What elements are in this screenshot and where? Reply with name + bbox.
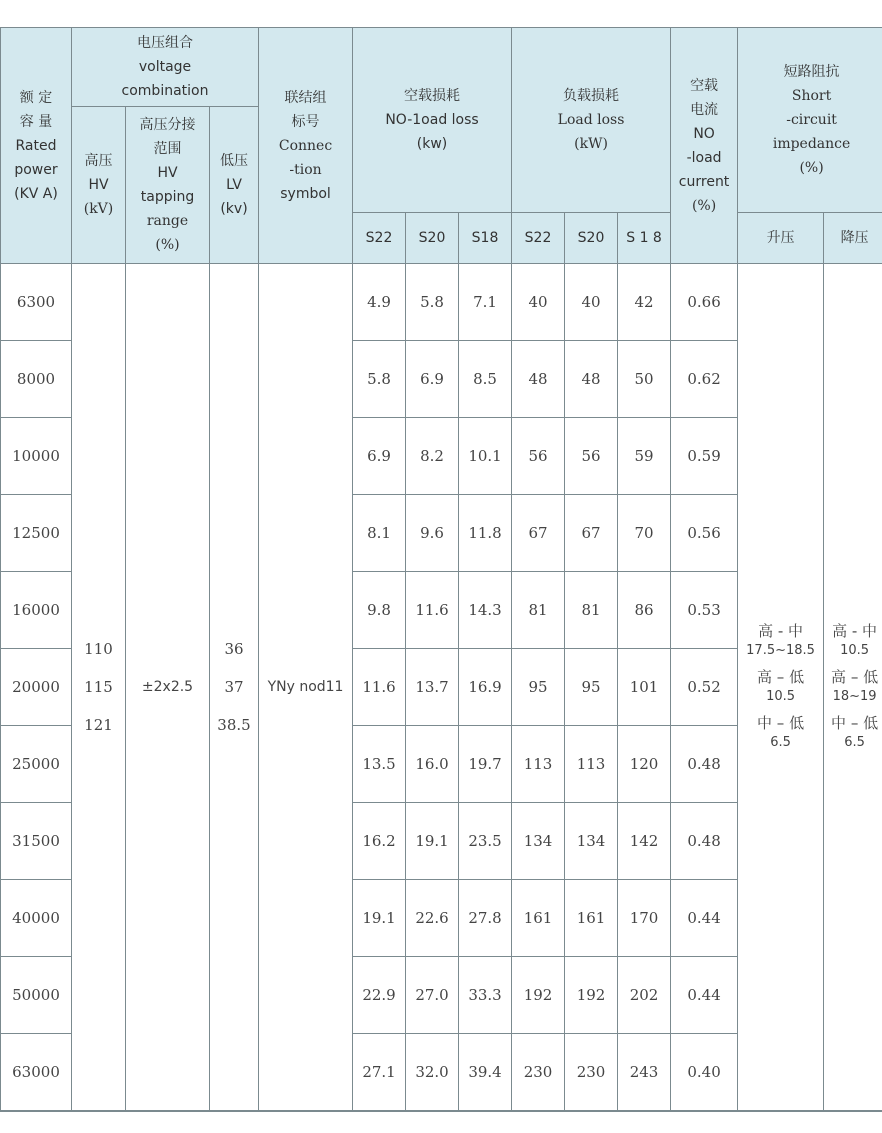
load-loss-cell: 120 xyxy=(618,726,671,803)
capacity-cell: 12500 xyxy=(1,495,72,572)
spec-table xyxy=(0,27,882,1111)
merged-value: 38.5 xyxy=(217,716,251,734)
merged-value: 36 xyxy=(224,640,244,658)
no-load-current-cell: 0.62 xyxy=(671,341,738,418)
impedance-value: 6.5 xyxy=(770,735,791,750)
no-load-current-cell: 0.48 xyxy=(671,726,738,803)
load-loss-cell: 192 xyxy=(565,957,618,1034)
header-connection-symbol: 联结组 标号 Connec -tion symbol xyxy=(259,28,353,264)
table-body xyxy=(1,264,882,1111)
impedance-value: 10.5 xyxy=(840,643,870,658)
no-load-loss-cell: 27.0 xyxy=(406,957,459,1034)
no-load-current-cell: 0.53 xyxy=(671,572,738,649)
header-hv-tapping: 高压分接 范围 HV tapping range (%) xyxy=(126,107,210,264)
impedance-value: 6.5 xyxy=(844,735,865,750)
no-load-current-cell: 0.59 xyxy=(671,418,738,495)
no-load-loss-cell: 22.6 xyxy=(406,880,459,957)
header-load-s20: S20 xyxy=(565,213,618,264)
load-loss-cell: 67 xyxy=(565,495,618,572)
header-step-down: 降压 xyxy=(824,213,882,264)
no-load-loss-cell: 19.1 xyxy=(353,880,406,957)
load-loss-cell: 192 xyxy=(512,957,565,1034)
no-load-loss-cell: 14.3 xyxy=(459,572,512,649)
impedance-label: 中 – 低 xyxy=(757,714,805,732)
load-loss-cell: 40 xyxy=(565,264,618,341)
impedance-label: 中 – 低 xyxy=(831,714,879,732)
impedance-label: 高 - 中 xyxy=(758,622,804,640)
load-loss-cell: 95 xyxy=(512,649,565,726)
header-lv: 低压 LV (kv) xyxy=(210,107,259,264)
load-loss-cell: 56 xyxy=(565,418,618,495)
no-load-loss-cell: 9.8 xyxy=(353,572,406,649)
no-load-loss-cell: 7.1 xyxy=(459,264,512,341)
load-loss-cell: 56 xyxy=(512,418,565,495)
impedance-value: 10.5 xyxy=(766,689,796,704)
no-load-loss-cell: 4.9 xyxy=(353,264,406,341)
load-loss-cell: 134 xyxy=(512,803,565,880)
capacity-cell: 10000 xyxy=(1,418,72,495)
capacity-cell: 25000 xyxy=(1,726,72,803)
load-loss-cell: 243 xyxy=(618,1034,671,1111)
no-load-loss-cell: 5.8 xyxy=(406,264,459,341)
no-load-loss-cell: 6.9 xyxy=(353,418,406,495)
load-loss-cell: 95 xyxy=(565,649,618,726)
no-load-loss-cell: 22.9 xyxy=(353,957,406,1034)
header-no-load-current: 空载 电流 NO -load current (%) xyxy=(671,28,738,264)
load-loss-cell: 202 xyxy=(618,957,671,1034)
impedance-value: 18~19 xyxy=(832,689,877,704)
load-loss-cell: 86 xyxy=(618,572,671,649)
step-down-impedance-cell xyxy=(824,264,882,1111)
no-load-current-cell: 0.44 xyxy=(671,957,738,1034)
hv-voltage-cell xyxy=(72,264,126,1111)
no-load-loss-cell: 39.4 xyxy=(459,1034,512,1111)
header-no-load-s22: S22 xyxy=(353,213,406,264)
step-up-impedance-cell xyxy=(738,264,824,1111)
lv-voltage-cell xyxy=(210,264,259,1111)
connection-symbol-cell: YNy nod11 xyxy=(259,264,353,1111)
header-rated-power: 额 定 容 量 Rated power (KV A) xyxy=(1,28,72,264)
capacity-cell: 6300 xyxy=(1,264,72,341)
no-load-loss-cell: 9.6 xyxy=(406,495,459,572)
header-impedance: 短路阻抗 Short -circuit impedance (%) xyxy=(738,28,882,213)
load-loss-cell: 113 xyxy=(565,726,618,803)
no-load-loss-cell: 10.1 xyxy=(459,418,512,495)
no-load-current-cell: 0.40 xyxy=(671,1034,738,1111)
table-row xyxy=(1,264,882,341)
header-voltage-combination: 电压组合 voltage combination xyxy=(72,28,259,107)
load-loss-cell: 59 xyxy=(618,418,671,495)
header-no-load-s20: S20 xyxy=(406,213,459,264)
load-loss-cell: 70 xyxy=(618,495,671,572)
no-load-loss-cell: 16.2 xyxy=(353,803,406,880)
no-load-loss-cell: 33.3 xyxy=(459,957,512,1034)
header-load-s22: S22 xyxy=(512,213,565,264)
capacity-cell: 50000 xyxy=(1,957,72,1034)
capacity-cell: 20000 xyxy=(1,649,72,726)
impedance-label: 高 – 低 xyxy=(757,668,805,686)
capacity-cell: 16000 xyxy=(1,572,72,649)
impedance-label: 高 - 中 xyxy=(832,622,878,640)
no-load-loss-cell: 6.9 xyxy=(406,341,459,418)
capacity-cell: 40000 xyxy=(1,880,72,957)
load-loss-cell: 161 xyxy=(512,880,565,957)
no-load-loss-cell: 23.5 xyxy=(459,803,512,880)
capacity-cell: 31500 xyxy=(1,803,72,880)
merged-value: 121 xyxy=(84,716,113,734)
table-bottom-rule xyxy=(0,1111,882,1112)
table-header xyxy=(1,28,882,264)
load-loss-cell: 48 xyxy=(565,341,618,418)
no-load-loss-cell: 27.8 xyxy=(459,880,512,957)
load-loss-cell: 48 xyxy=(512,341,565,418)
no-load-current-cell: 0.44 xyxy=(671,880,738,957)
merged-value: 37 xyxy=(224,678,244,696)
load-loss-cell: 134 xyxy=(565,803,618,880)
load-loss-cell: 113 xyxy=(512,726,565,803)
merged-value: 110 xyxy=(84,640,113,658)
merged-value: 115 xyxy=(84,678,113,696)
load-loss-cell: 50 xyxy=(618,341,671,418)
no-load-loss-cell: 16.0 xyxy=(406,726,459,803)
no-load-current-cell: 0.56 xyxy=(671,495,738,572)
no-load-loss-cell: 8.1 xyxy=(353,495,406,572)
load-loss-cell: 142 xyxy=(618,803,671,880)
impedance-value: 17.5~18.5 xyxy=(746,643,815,658)
header-no-load-loss: 空载损耗 NO-1oad loss (kw) xyxy=(353,28,512,213)
no-load-loss-cell: 8.2 xyxy=(406,418,459,495)
no-load-loss-cell: 27.1 xyxy=(353,1034,406,1111)
no-load-loss-cell: 32.0 xyxy=(406,1034,459,1111)
no-load-current-cell: 0.66 xyxy=(671,264,738,341)
no-load-loss-cell: 8.5 xyxy=(459,341,512,418)
no-load-loss-cell: 13.5 xyxy=(353,726,406,803)
no-load-current-cell: 0.52 xyxy=(671,649,738,726)
load-loss-cell: 67 xyxy=(512,495,565,572)
impedance-label: 高 – 低 xyxy=(831,668,879,686)
header-hv: 高压 HV (kV) xyxy=(72,107,126,264)
load-loss-cell: 170 xyxy=(618,880,671,957)
no-load-loss-cell: 5.8 xyxy=(353,341,406,418)
no-load-current-cell: 0.48 xyxy=(671,803,738,880)
no-load-loss-cell: 11.8 xyxy=(459,495,512,572)
no-load-loss-cell: 11.6 xyxy=(406,572,459,649)
load-loss-cell: 230 xyxy=(512,1034,565,1111)
load-loss-cell: 230 xyxy=(565,1034,618,1111)
load-loss-cell: 101 xyxy=(618,649,671,726)
load-loss-cell: 40 xyxy=(512,264,565,341)
hv-tapping-cell: ±2x2.5 xyxy=(126,264,210,1111)
no-load-loss-cell: 19.1 xyxy=(406,803,459,880)
header-no-load-s18: S18 xyxy=(459,213,512,264)
capacity-cell: 63000 xyxy=(1,1034,72,1111)
header-load-s18: S 1 8 xyxy=(618,213,671,264)
no-load-loss-cell: 19.7 xyxy=(459,726,512,803)
capacity-cell: 8000 xyxy=(1,341,72,418)
no-load-loss-cell: 11.6 xyxy=(353,649,406,726)
header-step-up: 升压 xyxy=(738,213,824,264)
header-load-loss: 负载损耗 Load loss (kW) xyxy=(512,28,671,213)
load-loss-cell: 81 xyxy=(565,572,618,649)
load-loss-cell: 42 xyxy=(618,264,671,341)
load-loss-cell: 81 xyxy=(512,572,565,649)
no-load-loss-cell: 16.9 xyxy=(459,649,512,726)
no-load-loss-cell: 13.7 xyxy=(406,649,459,726)
load-loss-cell: 161 xyxy=(565,880,618,957)
